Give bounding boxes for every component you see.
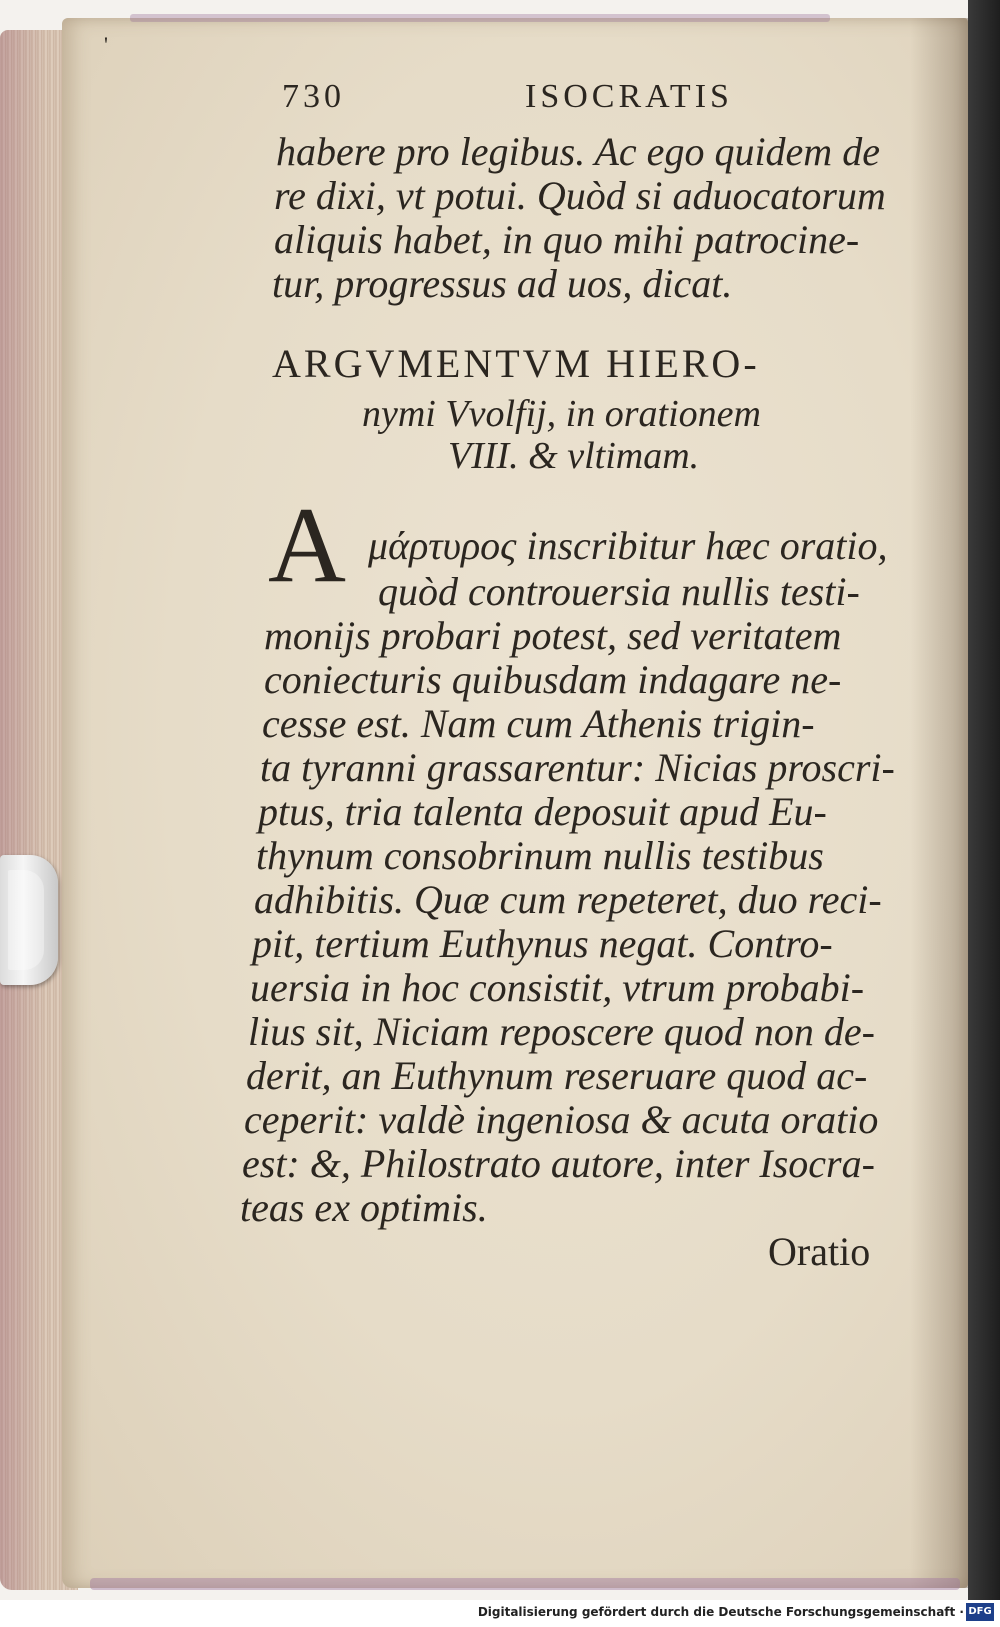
page-number: 730	[282, 78, 345, 115]
main-paragraph-line: est: &, Philostrato autore, inter Isocra-	[242, 1141, 875, 1186]
main-paragraph-line: derit, an Euthynum reseruare quod ac-	[246, 1053, 868, 1098]
bottom-edge-tint	[90, 1578, 960, 1590]
margin-mark: '	[104, 32, 108, 57]
main-paragraph-line: ceperit: valdè ingeniosa & acuta oratio	[244, 1097, 879, 1142]
top-paragraph-line: re dixi, vt potui. Quòd si aduocatorum	[274, 173, 886, 218]
argument-subheading: nymi Vvolfij, in orationem	[362, 393, 761, 435]
argument-subheading: VIII. & vltimam.	[448, 435, 700, 477]
catchword: Oratio	[768, 1229, 871, 1274]
main-paragraph-line: quòd controuersia nullis testi-	[378, 569, 860, 614]
main-paragraph-line: adhibitis. Quæ cum repeteret, duo reci-	[254, 877, 882, 922]
top-edge-tint	[130, 14, 830, 22]
main-paragraph-line: ta tyranni grassarentur: Nicias proscri-	[260, 745, 895, 790]
running-title: ISOCRATIS	[525, 78, 733, 115]
dfg-logo: DFG	[966, 1603, 994, 1621]
main-paragraph-line: μάρτυρος inscribitur hæc oratio,	[368, 523, 888, 568]
page-clip-highlight	[8, 870, 44, 970]
drop-cap: A	[268, 486, 346, 605]
main-paragraph-line: uersia in hoc consistit, vtrum probabi-	[250, 965, 865, 1010]
scanner-background	[968, 0, 1000, 1600]
main-paragraph-line: lius sit, Niciam reposcere quod non de-	[248, 1009, 875, 1054]
argument-heading: ARGVMENTVM HIERO-	[272, 341, 760, 386]
main-paragraph-line: pit, tertium Euthynus negat. Contro-	[252, 921, 833, 966]
main-paragraph-line: monijs probari potest, sed veritatem	[264, 613, 842, 658]
page-gutter-shadow	[910, 18, 968, 1588]
main-paragraph-line: cesse est. Nam cum Athenis trigin-	[262, 701, 815, 746]
top-paragraph-line: habere pro legibus. Ac ego quidem de	[276, 129, 880, 174]
top-paragraph-line: aliquis habet, in quo mihi patrocine-	[274, 217, 860, 262]
main-paragraph-line: coniecturis quibusdam indagare ne-	[264, 657, 842, 702]
main-paragraph-line: teas ex optimis.	[240, 1185, 488, 1230]
main-paragraph-line: thynum consobrinum nullis testibus	[256, 833, 824, 878]
footer-credit: Digitalisierung gefördert durch die Deutsche Forschungsgemeinschaft ·	[477, 1605, 964, 1619]
top-paragraph-line: tur, progressus ad uos, dicat.	[272, 261, 733, 306]
main-paragraph-line: ptus, tria talenta deposuit apud Eu-	[258, 789, 827, 834]
